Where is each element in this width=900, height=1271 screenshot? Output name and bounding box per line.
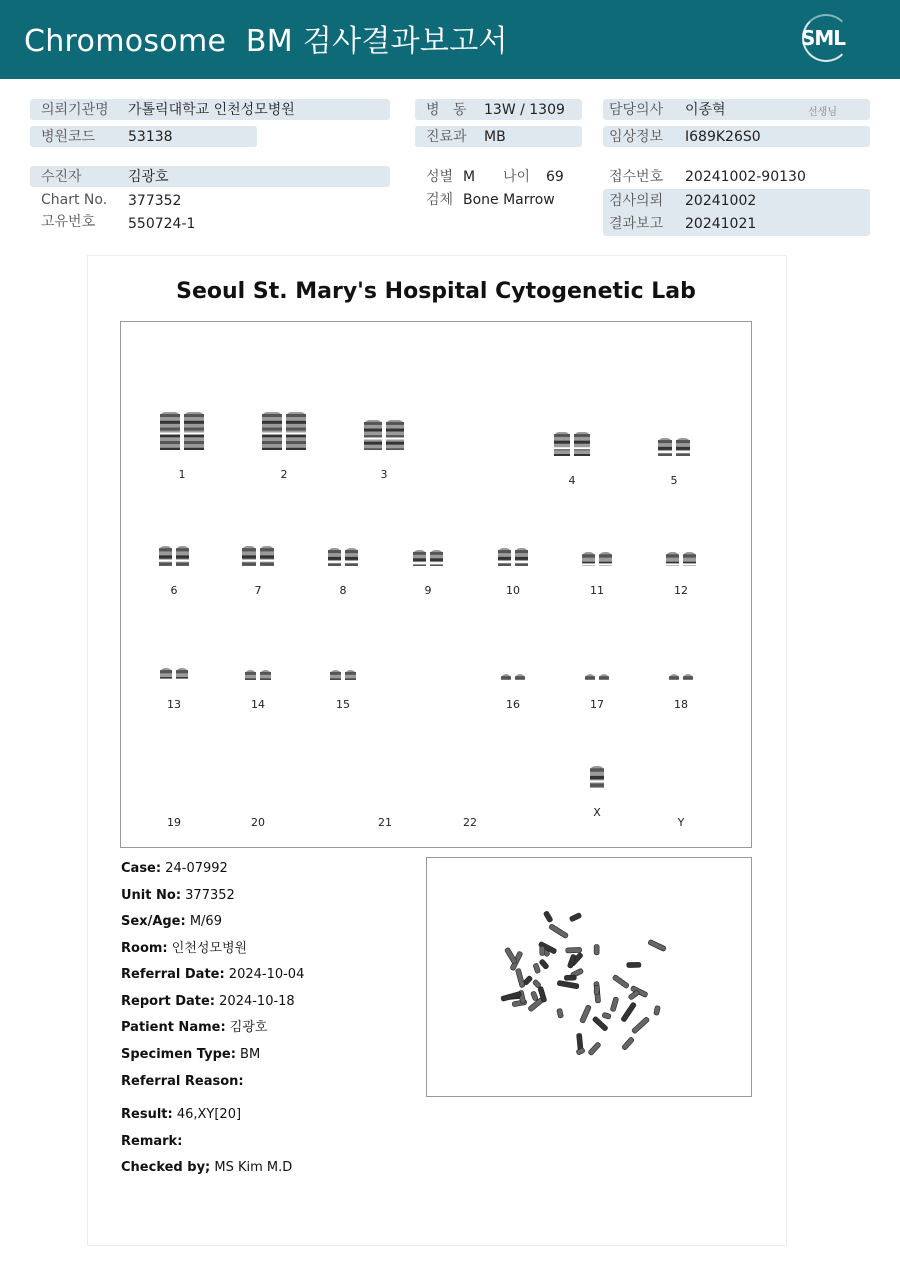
chromosome-label-7: 7 [254,584,262,597]
chromosome-pair-9 [403,520,453,597]
age-value: 69 [546,169,564,185]
hospital-label: 의뢰기관명 [41,102,109,118]
chromosome-pair-8 [318,520,368,597]
chart-value: 377352 [128,193,182,209]
chromosome-image-20 [233,752,283,798]
request-value: 20241002 [685,193,757,209]
info-key-result: Result: [121,1107,173,1122]
chromosome-label-y: Y [677,816,685,829]
info-unit-no [121,888,235,904]
chromosome-image-14 [233,634,283,680]
chromosome-pair-11 [572,520,622,597]
chromosome-image-7 [233,520,283,566]
chromosome-pair-13 [149,634,199,711]
info-key-sex-age: Sex/Age: [121,914,186,929]
info-value-sex-age: M/69 [185,914,222,929]
patient-name-bar [30,166,390,187]
chromosome-label-3: 3 [380,468,388,481]
chromosome-pair-4 [547,410,597,487]
chromosome-label-8: 8 [339,584,347,597]
info-key-checked-by: Checked by; [121,1160,211,1175]
chromosome-pair-21 [360,752,410,829]
info-value-referral-date: 2024-10-04 [224,967,305,982]
hospital-code-label: 병원코드 [41,129,96,145]
chromosome-label-x: X [593,806,601,819]
info-key-report-date: Report Date: [121,994,216,1009]
report-header [0,0,900,79]
chromosome-pair-20 [233,752,283,829]
receipt-value: 20241002-90130 [685,169,806,185]
doctor-label: 담당의사 [609,102,664,118]
info-key-remark: Remark: [121,1134,183,1149]
info-value-result: 46,XY[20] [172,1107,242,1122]
chromosome-image-21 [360,752,410,798]
chromosome-image-x [572,742,622,788]
result-date-value: 20241021 [685,216,757,232]
chromosome-label-22: 22 [463,816,477,829]
chromosome-pair-19 [149,752,199,829]
info-referral-reason [121,1074,244,1090]
chromosome-image-22 [445,752,495,798]
chromosome-label-1: 1 [178,468,186,481]
patient-name-value: 김광호 [128,169,169,185]
lab-title: Seoul St. Mary's Hospital Cytogenetic Lab [176,279,696,304]
info-result [121,1107,241,1123]
receipt-label: 접수번호 [609,169,664,185]
chromosome-pair-10 [488,520,538,597]
chromosome-image-5 [649,410,699,456]
chromosome-label-4: 4 [568,474,576,487]
info-key-specimen-type: Specimen Type: [121,1047,236,1062]
chromosome-label-11: 11 [590,584,604,597]
info-value-room: 인천성모병원 [167,941,248,956]
chromosome-label-18: 18 [674,698,688,711]
hospital-value: 가톨릭대학교 인천성모병원 [128,102,295,118]
chromosome-label-19: 19 [167,816,181,829]
chromosome-label-21: 21 [378,816,392,829]
chromosome-image-1 [157,404,207,450]
chromosome-pair-12 [656,520,706,597]
chromosome-pair-15 [318,634,368,711]
clinical-value: I689K26S0 [685,129,761,145]
chromosome-pair-14 [233,634,283,711]
id-value: 550724-1 [128,216,196,232]
chromosome-pair-2 [259,404,309,481]
specimen-value: Bone Marrow [463,192,555,208]
doctor-suffix: 선생님 [808,107,837,118]
info-sex-age [121,914,222,930]
chromosome-label-17: 17 [590,698,604,711]
chromosome-label-16: 16 [506,698,520,711]
chromosome-image-3 [359,404,409,450]
info-value-checked-by: MS Kim M.D [210,1160,293,1175]
dept-value: MB [484,129,506,145]
chromosome-label-14: 14 [251,698,265,711]
chromosome-pair-6 [149,520,199,597]
info-specimen-type [121,1047,260,1063]
info-referral-date [121,967,304,983]
chromosome-pair-1 [157,404,207,481]
info-value-case: 24-07992 [161,861,228,876]
chromosome-label-10: 10 [506,584,520,597]
info-key-referral-date: Referral Date: [121,967,225,982]
chromosome-image-2 [259,404,309,450]
chromosome-pair-17 [572,634,622,711]
sex-label: 성별 [426,169,454,185]
result-date-label: 결과보고 [609,216,664,232]
chromosome-image-10 [488,520,538,566]
chromosome-label-2: 2 [280,468,288,481]
chromosome-pair-7 [233,520,283,597]
chromosome-label-13: 13 [167,698,181,711]
dept-label: 진료과 [426,129,467,145]
info-value-specimen-type: BM [235,1047,261,1062]
chromosome-image-8 [318,520,368,566]
report-title: Chromosome BM 검사결과보고서 [24,24,508,59]
chromosome-image-y [656,752,706,798]
chromosome-image-18 [656,634,706,680]
chromosome-image-6 [149,520,199,566]
request-label: 검사의뢰 [609,193,664,209]
info-value-unit-no: 377352 [181,888,235,903]
chromosome-image-17 [572,634,622,680]
chromosome-image-15 [318,634,368,680]
chromosome-pair-x [572,742,622,819]
chromosome-image-9 [403,520,453,566]
info-key-referral-reason: Referral Reason: [121,1074,244,1089]
chromosome-image-19 [149,752,199,798]
chromosome-image-4 [547,410,597,456]
info-value-report-date: 2024-10-18 [215,994,295,1009]
chromosome-label-5: 5 [670,474,678,487]
metaphase-image [426,857,752,1097]
chromosome-pair-5 [649,410,699,487]
clinical-label: 임상정보 [609,129,664,145]
chromosome-label-20: 20 [251,816,265,829]
sex-value: M [463,169,476,185]
chromosome-image-12 [656,520,706,566]
chromosome-label-9: 9 [424,584,432,597]
specimen-label: 검체 [426,192,454,208]
hospital-code-value: 53138 [128,129,173,145]
info-room [121,941,247,957]
info-key-unit-no: Unit No: [121,888,182,903]
metaphase-spread-graphic [427,858,751,1096]
chromosome-pair-16 [488,634,538,711]
chromosome-pair-y [656,752,706,829]
sml-logo [798,12,854,66]
chromosome-image-16 [488,634,538,680]
chart-label: Chart No. [41,192,108,208]
chromosome-image-13 [149,634,199,680]
info-key-case: Case: [121,861,162,876]
chromosome-pair-3 [359,404,409,481]
ward-label: 병 동 [426,102,467,118]
ward-value: 13W / 1309 [484,102,565,118]
info-key-room: Room: [121,941,168,956]
chromosome-label-15: 15 [336,698,350,711]
info-checked-by [121,1160,292,1176]
info-report-date [121,994,295,1010]
info-patient-name [121,1020,267,1036]
chromosome-pair-18 [656,634,706,711]
chromosome-label-6: 6 [170,584,178,597]
info-remark [121,1134,182,1150]
doctor-value: 이종혁 [685,102,726,118]
patient-name-label: 수진자 [41,169,82,185]
age-label: 나이 [503,169,531,185]
karyogram-panel [120,321,752,848]
chromosome-label-12: 12 [674,584,688,597]
id-label: 고유번호 [41,214,96,230]
info-case [121,861,228,877]
logo-text: SML [801,26,846,50]
chromosome-image-11 [572,520,622,566]
info-key-patient-name: Patient Name: [121,1020,226,1035]
info-value-patient-name: 김광호 [225,1020,268,1035]
chromosome-pair-22 [445,752,495,829]
